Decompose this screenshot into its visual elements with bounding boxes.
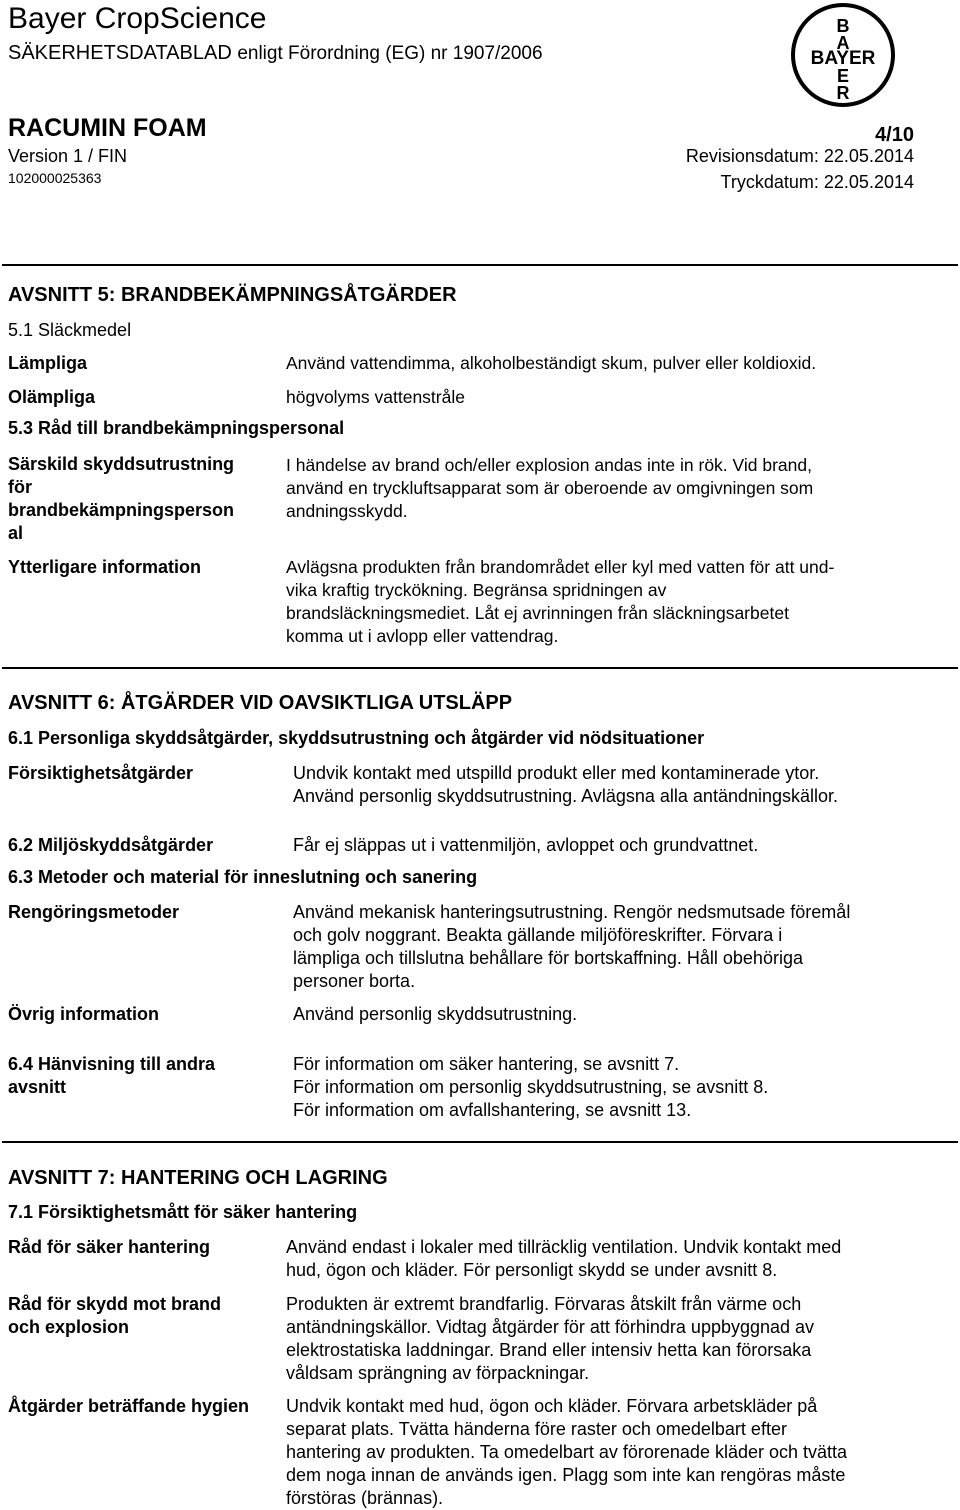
version-text: Version 1 / FIN — [8, 146, 128, 166]
cleaning-text — [293, 901, 850, 993]
equipment-label-line: al — [8, 523, 24, 543]
fire-protection-line: elektrostatiska laddningar. Brand eller intensiv hetta kan förorsaka — [286, 1340, 812, 1360]
suitable-text: Använd vattendimma, alkoholbeständigt skum, pulver eller koldioxid. — [286, 353, 817, 373]
precautions-text — [293, 762, 838, 808]
document-id: 102000025363 — [8, 170, 102, 186]
environment-text: Får ej släppas ut i vattenmiljön, avloppet och grundvattnet. — [293, 835, 759, 855]
hygiene-line: hantering av produkten. Ta omedelbart av förorenade kläder och tvätta — [286, 1442, 848, 1462]
precautions-line: Undvik kontakt med utspilld produkt eller med kontaminerade ytor. — [293, 763, 820, 783]
unsuitable-label: Olämpliga — [8, 387, 96, 407]
precautions-label: Försiktighetsåtgärder — [8, 763, 194, 783]
other-info-text: Använd personlig skyddsutrustning. — [293, 1004, 578, 1024]
reference-line: För information om avfallshantering, se avsnitt 13. — [293, 1100, 692, 1120]
bayer-cross-logo — [790, 2, 896, 108]
reference-line: För information om personlig skyddsutrustning, se avsnitt 8. — [293, 1077, 769, 1097]
precautions-line: Använd personlig skyddsutrustning. Avlägsna alla antändningskällor. — [293, 786, 839, 806]
safe-handling-text — [286, 1236, 841, 1282]
fire-protection-label-line: och explosion — [8, 1317, 130, 1337]
section5-title: AVSNITT 5: BRANDBEKÄMPNINGSÅTGÄRDER — [8, 284, 457, 306]
section6-1-heading: 6.1 Personliga skyddsåtgärder, skyddsutrustning och åtgärder vid nödsituationer — [8, 728, 705, 748]
further-info-line: komma ut i avlopp eller vattendrag. — [286, 626, 559, 646]
cleaning-line: och golv noggrant. Beakta gällande miljöföreskrifter. Förvara i — [293, 925, 783, 945]
cleaning-line: Använd mekanisk hanteringsutrustning. Rengör nedsmutsade föremål — [293, 902, 851, 922]
fire-protection-line: våldsam sprängning av förpackningar. — [286, 1363, 590, 1383]
fire-protection-label — [8, 1293, 221, 1339]
suitable-label: Lämpliga — [8, 353, 88, 373]
document-subtitle — [8, 42, 543, 65]
section-divider — [2, 264, 958, 266]
hygiene-text — [286, 1395, 847, 1510]
page-number: 4/10 — [875, 124, 914, 146]
further-info-label: Ytterligare information — [8, 557, 202, 577]
unsuitable-text: högvolyms vattenstråle — [286, 387, 465, 407]
fire-protection-line: Produkten är extremt brandfarlig. Förvaras åtskilt från värme och — [286, 1294, 802, 1314]
further-info-line: vika kraftig tryckökning. Begränsa spridningen av — [286, 580, 667, 600]
svg-text:B: B — [836, 16, 850, 36]
fire-protection-text — [286, 1293, 814, 1385]
hygiene-label: Åtgärder beträffande hygien — [8, 1396, 250, 1416]
revision-date: Revisionsdatum: 22.05.2014 — [685, 146, 914, 166]
print-date: Tryckdatum: 22.05.2014 — [720, 172, 914, 192]
safe-handling-label: Råd för säker hantering — [8, 1237, 211, 1257]
section6-title: AVSNITT 6: ÅTGÄRDER VID OAVSIKTLIGA UTSLÄPP — [8, 692, 513, 714]
equipment-text-line: I händelse av brand och/eller explosion andas inte in rök. Vid brand, — [286, 455, 812, 475]
reference-label-line: 6.4 Hänvisning till andra — [8, 1054, 216, 1074]
sds-title: SÄKERHETSDATABLAD — [8, 42, 232, 64]
safe-handling-line: Använd endast i lokaler med tillräcklig ventilation. Undvik kontakt med — [286, 1237, 842, 1257]
further-info-text — [286, 556, 834, 648]
equipment-label-line: för — [8, 477, 32, 497]
equipment-text-line: andningsskydd. — [286, 501, 408, 521]
svg-text:R: R — [836, 83, 850, 103]
section5-1-heading: 5.1 Släckmedel — [8, 320, 132, 340]
section-divider — [2, 667, 958, 669]
logo-text: BAYER — [810, 48, 876, 69]
safe-handling-line: hud, ögon och kläder. För personligt skydd se under avsnitt 8. — [286, 1260, 778, 1280]
fire-protection-label-line: Råd för skydd mot brand — [8, 1294, 222, 1314]
cleaning-label: Rengöringsmetoder — [8, 902, 180, 922]
cleaning-line: personer borta. — [293, 971, 416, 991]
equipment-text-line: använd en tryckluftsapparat som är oberoende av omgivningen som — [286, 478, 814, 498]
other-info-label: Övrig information — [8, 1004, 160, 1024]
section-divider — [2, 1141, 958, 1143]
section5-3-heading: 5.3 Råd till brandbekämpningspersonal — [8, 418, 345, 438]
svg-text:E: E — [836, 66, 850, 86]
hygiene-line: förstöras (brännas). — [286, 1488, 444, 1508]
further-info-line: brandsläckningsmediet. Låt ej avrinningen från släckningsarbetet — [286, 603, 789, 623]
product-name: RACUMIN FOAM — [8, 114, 207, 142]
hygiene-line: Undvik kontakt med hud, ögon och kläder. Förvara arbetskläder på — [286, 1396, 818, 1416]
section7-1-heading: 7.1 Försiktighetsmått för säker hantering — [8, 1202, 358, 1222]
regulation-text: enligt Förordning (EG) nr 1907/2006 — [237, 43, 543, 64]
reference-line: För information om säker hantering, se avsnitt 7. — [293, 1054, 680, 1074]
equipment-label — [8, 453, 268, 545]
reference-label — [8, 1053, 215, 1099]
hygiene-line: separat plats. Tvätta händerna före raster och omedelbart efter — [286, 1419, 787, 1439]
section6-3-heading: 6.3 Metoder och material för inneslutning och sanering — [8, 867, 478, 887]
further-info-line: Avlägsna produkten från brandområdet eller kyl med vatten för att und- — [286, 557, 835, 577]
cleaning-line: lämpliga och tillslutna behållare för bortskaffning. Håll obehöriga — [293, 948, 803, 968]
environment-label: 6.2 Miljöskyddsåtgärder — [8, 835, 214, 855]
svg-text:A: A — [836, 33, 850, 53]
hygiene-line: dem noga innan de används igen. Plagg som inte kan rengöras måste — [286, 1465, 846, 1485]
reference-text — [293, 1053, 768, 1122]
reference-label-line: avsnitt — [8, 1077, 67, 1097]
section7-title: AVSNITT 7: HANTERING OCH LAGRING — [8, 1167, 388, 1189]
equipment-text — [286, 454, 813, 523]
fire-protection-line: antändningskällor. Vidtag åtgärder för att förhindra uppbyggnad av — [286, 1317, 815, 1337]
company-name: Bayer CropScience — [8, 2, 267, 35]
equipment-label-line: brandbekämpningsperson — [8, 500, 235, 520]
equipment-label-line: Särskild skyddsutrustning — [8, 454, 235, 474]
